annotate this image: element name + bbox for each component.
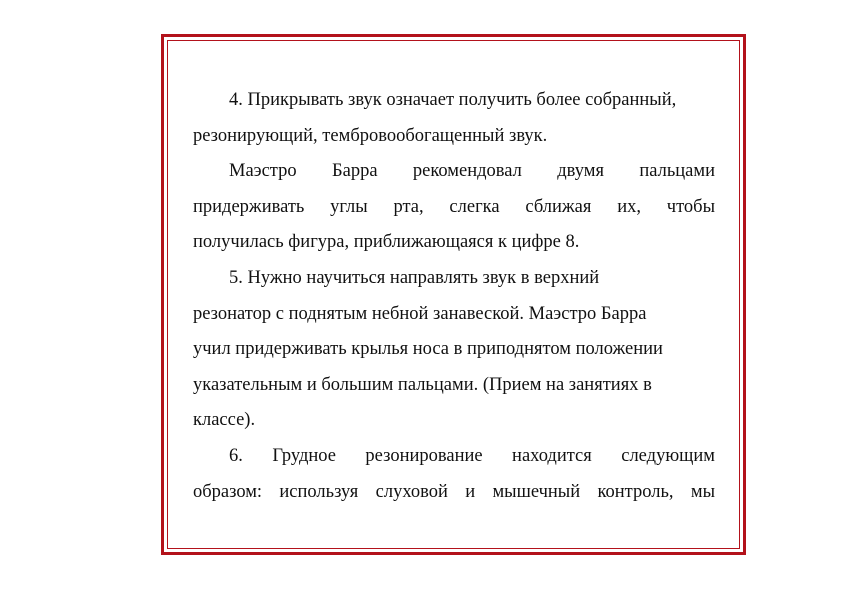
text-line: Маэстро Барра рекомендовал двумя пальцами <box>229 161 715 182</box>
document-body <box>193 84 715 511</box>
text-line: 5. Нужно научиться направлять звук в верхний <box>229 267 600 288</box>
text-line: резонирующий, тембровообогащенный звук. <box>193 125 548 146</box>
text-line: 6. Грудное резонирование находится следующим <box>229 445 715 466</box>
text-line: придерживать углы рта, слегка сближая их, чтобы <box>193 196 715 217</box>
text-line: учил придерживать крылья носа в приподнятом положении <box>193 339 663 360</box>
text-line: классе). <box>193 410 256 431</box>
text-line: образом: используя слуховой и мышечный контроль, мы <box>193 481 715 502</box>
text-line: указательным и большим пальцами. (Прием на занятиях в <box>193 374 652 395</box>
text-line: получилась фигура, приближающаяся к цифре 8. <box>193 232 580 253</box>
text-line: 4. Прикрывать звук означает получить более собранный, <box>229 90 677 110</box>
text-line: резонатор с поднятым небной занавеской. Маэстро Барра <box>193 303 647 324</box>
